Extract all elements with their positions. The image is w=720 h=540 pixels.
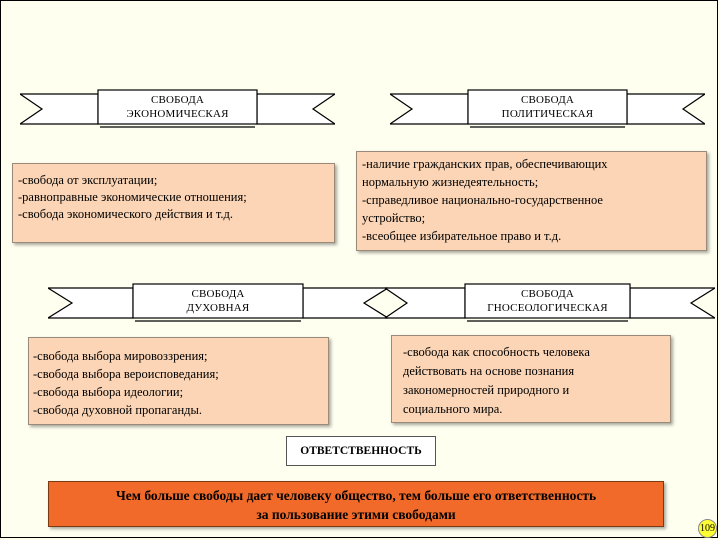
ribbon-spiritual-label	[133, 287, 303, 315]
political-item-3: -справедливое национально-государственное	[362, 193, 603, 207]
ribbon-economic-line1: СВОБОДА	[150, 94, 205, 106]
political-item-4: устройство;	[362, 211, 426, 225]
responsibility-label: ОТВЕТСТВЕННОСТЬ	[286, 436, 436, 466]
box-spiritual	[28, 337, 329, 425]
economic-item-3: -свобода экономического действия и т.д.	[18, 207, 234, 221]
box-gnoseological	[391, 335, 671, 423]
box-political	[356, 151, 707, 251]
economic-item-2: -равноправные экономические отношения;	[18, 190, 247, 204]
spiritual-item-3: -свобода выбора идеологии;	[33, 385, 184, 399]
ribbon-gnoseological-line2: ГНОСЕОЛОГИЧЕСКАЯ	[487, 302, 608, 314]
gnoseological-item-2: действовать на основе познания	[403, 364, 575, 378]
political-item-1: -наличие гражданских прав, обеспечивающих	[362, 157, 608, 171]
conclusion-box	[48, 481, 664, 527]
ribbon-economic-label	[98, 93, 257, 121]
ribbon-spiritual-line2: ДУХОВНАЯ	[186, 302, 250, 314]
spiritual-item-2: -свобода выбора вероисповедания;	[33, 367, 219, 381]
ribbon-economic-line2: ЭКОНОМИЧЕСКАЯ	[126, 108, 229, 120]
gnoseological-item-3: закономерностей природного и	[403, 383, 570, 397]
ribbon-spiritual	[48, 282, 388, 324]
page-number-badge: 109	[698, 519, 717, 538]
ribbon-gnoseological-label	[465, 287, 630, 315]
conclusion-line2: за пользование этими свободами	[256, 507, 456, 522]
gnoseological-item-1: -свобода как способность человека	[403, 345, 590, 359]
spiritual-item-4: -свобода духовной пропаганды.	[33, 403, 203, 417]
political-item-2: нормальную жизнедеятельность;	[362, 175, 539, 189]
ribbon-gnoseological	[385, 282, 715, 324]
conclusion-line1: Чем больше свободы дает человеку общество, тем больше его ответственность	[115, 488, 597, 503]
box-economic	[12, 163, 335, 243]
ribbon-gnoseological-line1: СВОБОДА	[520, 288, 575, 300]
ribbon-political-line1: СВОБОДА	[520, 94, 575, 106]
ribbon-spiritual-line1: СВОБОДА	[191, 288, 245, 300]
political-item-5: -всеобщее избирательное право и т.д.	[362, 229, 562, 243]
economic-item-1: -свобода от эксплуатации;	[18, 173, 158, 187]
ribbon-economic	[20, 88, 335, 130]
ribbon-political	[390, 88, 705, 130]
spiritual-item-1: -свобода выбора мировоззрения;	[33, 349, 208, 363]
ribbon-political-label	[468, 93, 627, 121]
gnoseological-item-4: социального мира.	[403, 402, 503, 416]
ribbon-political-line2: ПОЛИТИЧЕСКАЯ	[501, 108, 594, 120]
